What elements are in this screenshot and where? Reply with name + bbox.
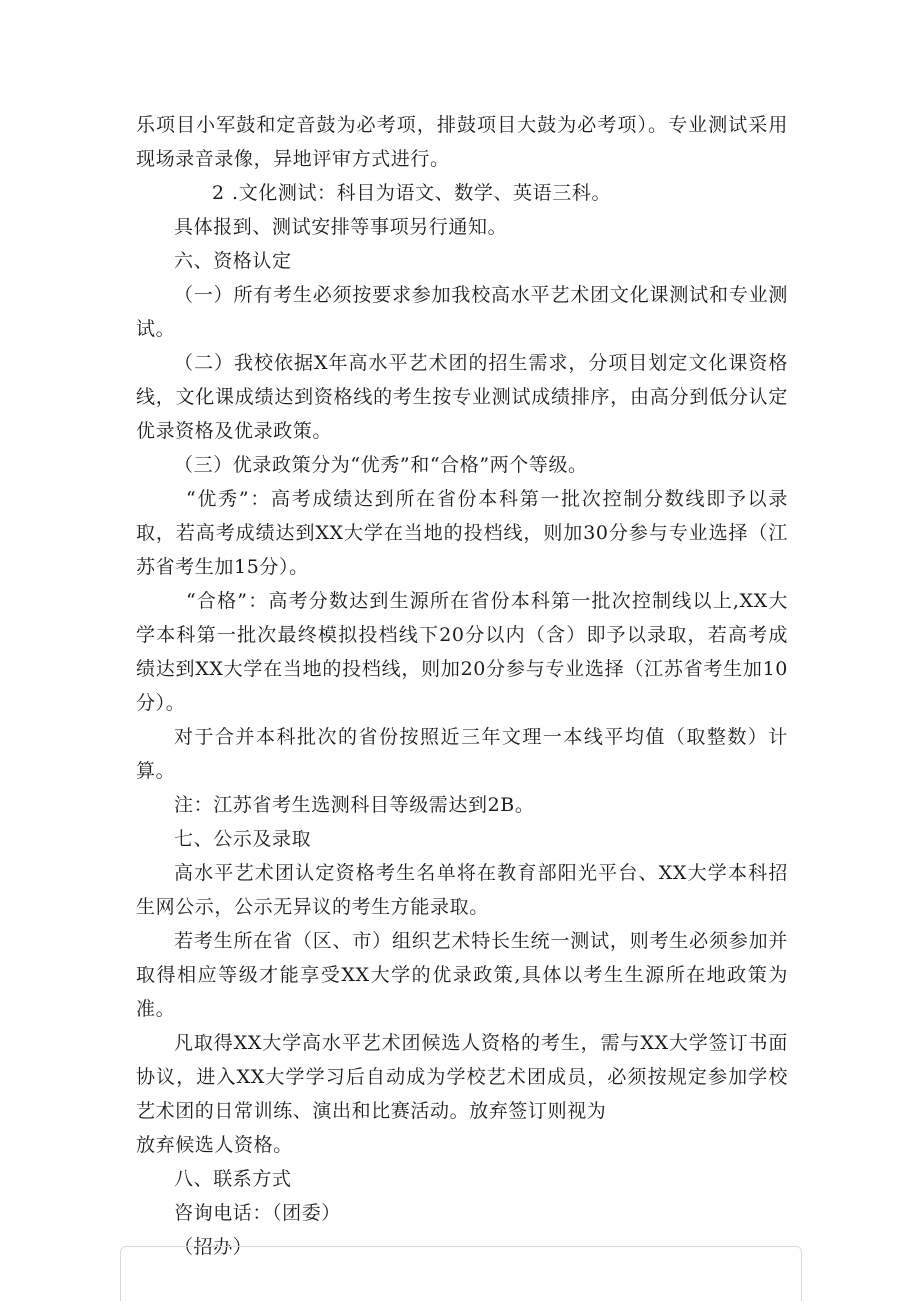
section-heading-qualification: 六、资格认定 — [174, 250, 292, 272]
section-heading-publicity: 七、公示及录取 — [174, 828, 312, 850]
paragraph-qualification-3: （三）优录政策分为“优秀”和“合格”两个等级。 — [174, 454, 588, 476]
paragraph-excellent-level: “优秀”：高考成绩达到所在省份本科第一批次控制分数线即予以录取，若高考成绩达到XX大学在当地的投档线，则加30分参与专业选择（江苏省考生加15分）。 — [136, 488, 788, 578]
paragraph-agreement: 凡取得XX大学高水平艺术团候选人资格的考生，需与XX大学签订书面协议，进入XX大学学习后自动成为学校艺术团成员，必须按规定参加学校艺术团的日常训练、演出和比赛活动。放弃签订则视为 — [136, 1032, 788, 1122]
paragraph-agreement-continued: 放弃候选人资格。 — [136, 1134, 293, 1156]
item-text: .文化测试：科目为语文、数学、英语三科。 — [232, 182, 612, 204]
paragraph-publicity-1: 高水平艺术团认定资格考生名单将在教育部阳光平台、XX大学本科招生网公示，公示无异议的考生方能录取。 — [136, 862, 788, 918]
page-frame-border — [120, 1246, 802, 1301]
contact-phone-league: 咨询电话：（团委） — [174, 1202, 341, 1224]
paragraph-schedule-notice: 具体报到、测试安排等事项另行通知。 — [174, 216, 508, 238]
paragraph-jiangsu-note: 注：江苏省考生选测科目等级需达到2B。 — [174, 794, 535, 816]
paragraph-qualification-2: （二）我校依据X年高水平艺术团的招生需求，分项目划定文化课资格线，文化课成绩达到资格线的考生按专业测试成绩排序，由高分到低分认定优录资格及优录政策。 — [136, 352, 788, 442]
paragraph-qualification-1: （一）所有考生必须按要求参加我校高水平艺术团文化课测试和专业测试。 — [136, 284, 788, 340]
paragraph-publicity-2: 若考生所在省（区、市）组织艺术特长生统一测试，则考生必须参加并取得相应等级才能享受XX大学的优录政策,具体以考生生源所在地政策为准。 — [136, 930, 788, 1020]
paragraph-merged-batch: 对于合并本科批次的省份按照近三年文理一本线平均值（取整数）计算。 — [136, 726, 788, 782]
contact-phone-admissions: （招办） — [174, 1236, 253, 1258]
item-number: 2 — [212, 182, 225, 204]
paragraph-qualified-level: “合格”：高考分数达到生源所在省份本科第一批次控制线以上,XX大学本科第一批次最终模拟投档线下20分以内（含）即予以录取，若高考成绩达到XX大学在当地的投档线，则加20分参与专业选择（江苏省考生加10分）。 — [136, 590, 788, 714]
document-body — [136, 108, 788, 1264]
paragraph-culture-test — [136, 176, 788, 210]
section-heading-contact: 八、联系方式 — [174, 1168, 292, 1190]
paragraph-art-test-requirements: 乐项目小军鼓和定音鼓为必考项，排鼓项目大鼓为必考项）。专业测试采用现场录音录像，异地评审方式进行。 — [136, 114, 788, 170]
